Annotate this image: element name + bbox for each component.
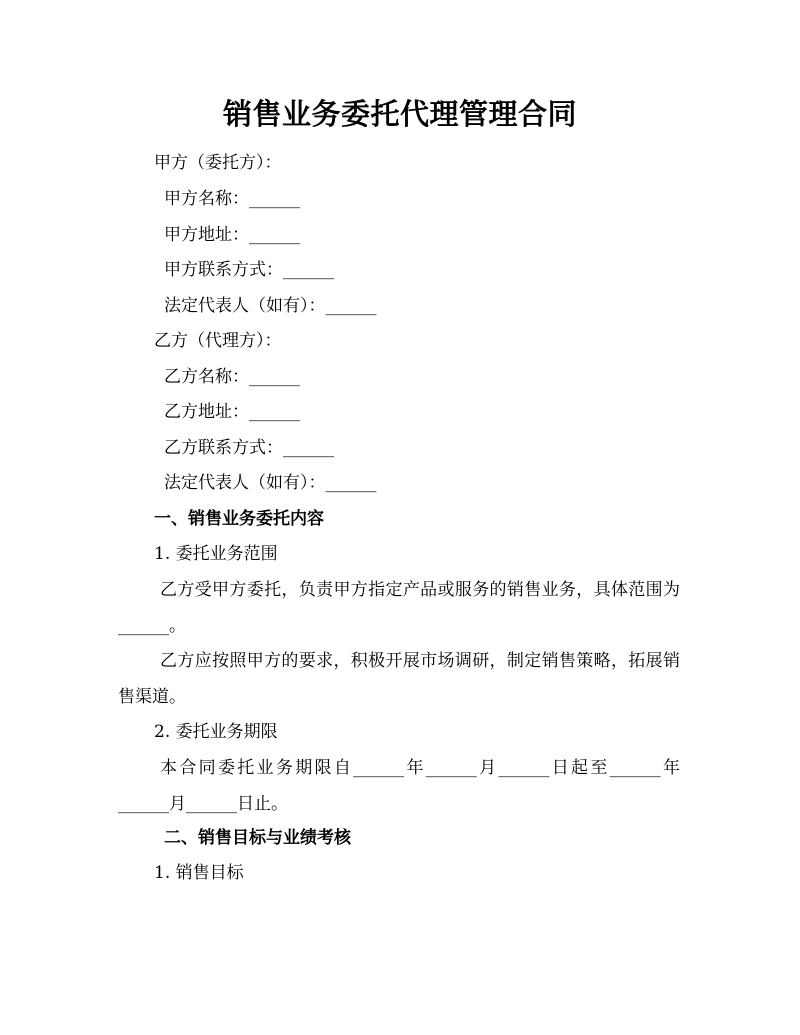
- party-a-name: 甲方名称：______: [164, 189, 300, 209]
- party-b-name: 乙方名称：______: [164, 367, 300, 387]
- section1-sub1-para2: 乙方应按照甲方的要求，积极开展市场调研，制定销售策略，拓展销售渠道。: [118, 651, 680, 707]
- section2-heading: 二、销售目标与业绩考核: [164, 828, 351, 848]
- party-a-header: 甲方（委托方）：: [154, 153, 282, 173]
- section1-heading: 一、销售业务委托内容: [154, 509, 324, 529]
- section1-sub2-heading: 2. 委托业务期限: [154, 722, 278, 742]
- section1-sub1-para1: 乙方受甲方委托，负责甲方指定产品或服务的销售业务，具体范围为______。: [118, 580, 680, 636]
- document-title: 销售业务委托代理管理合同: [222, 97, 577, 131]
- section1-sub2-para1: 本合同委托业务期限自______年______月______日起至______年______月______日止。: [118, 758, 680, 814]
- party-b-address: 乙方地址：______: [164, 402, 300, 422]
- party-b-contact: 乙方联系方式：______: [164, 438, 334, 458]
- section1-sub1-heading: 1. 委托业务范围: [154, 544, 278, 564]
- party-b-header: 乙方（代理方）：: [154, 331, 282, 351]
- party-a-address: 甲方地址：______: [164, 225, 300, 245]
- party-b-representative: 法定代表人（如有）：______: [164, 473, 377, 493]
- party-a-contact: 甲方联系方式：______: [164, 260, 334, 280]
- section2-sub1-heading: 1. 销售目标: [154, 863, 244, 883]
- party-a-representative: 法定代表人（如有）：______: [164, 296, 377, 316]
